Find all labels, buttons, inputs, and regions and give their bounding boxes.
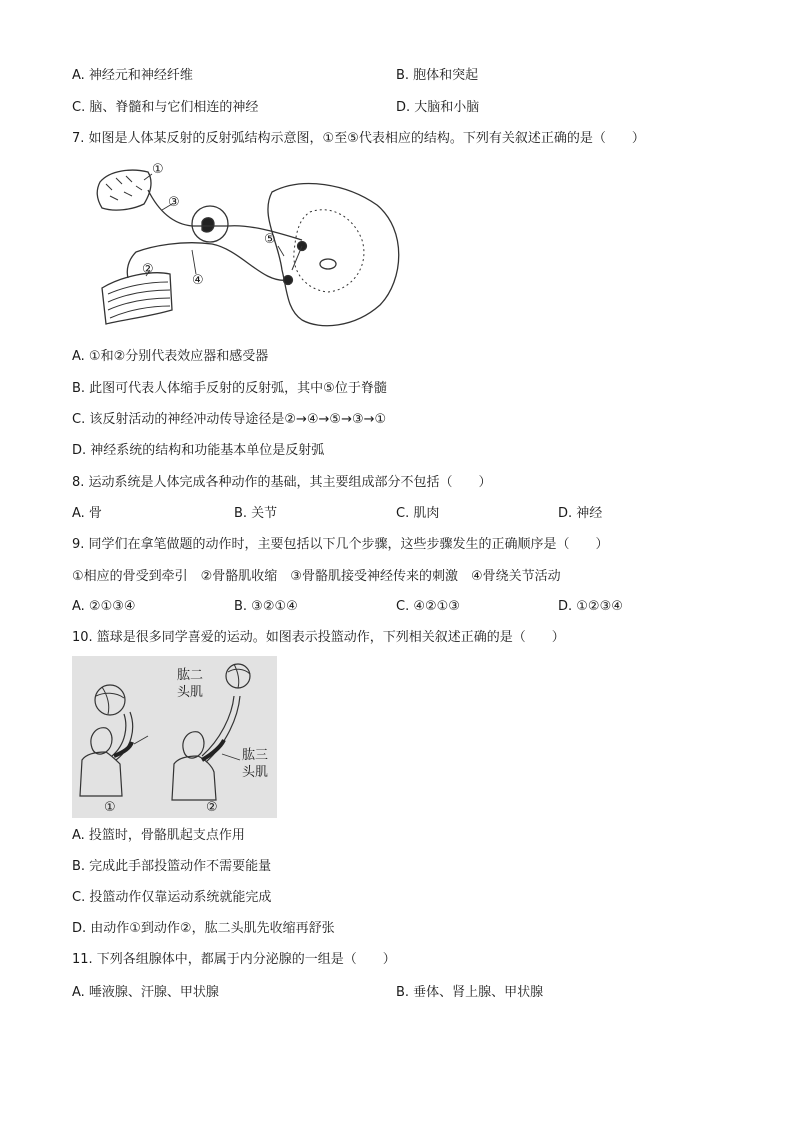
- q7-option-b: B. 此图可代表人体缩手反射的反射弧，其中⑤位于脊髓: [72, 381, 387, 396]
- q9-stem: 9. 同学们在拿笔做题的动作时，主要包括以下几个步骤，这些步骤发生的正确顺序是（ ）: [72, 537, 609, 552]
- q7-option-c: C. 该反射活动的神经冲动传导途径是②→④→⑤→③→①: [72, 412, 387, 427]
- q7-stem: 7. 如图是人体某反射的反射弧结构示意图，①至⑤代表相应的结构。下列有关叙述正确的是（ ）: [72, 131, 645, 146]
- figure-label-3: ③: [168, 195, 180, 210]
- q8-option-d: D. 神经: [558, 506, 603, 521]
- q6-option-a: A. 神经元和神经纤维: [72, 68, 193, 83]
- figure-label-5: ⑤: [264, 232, 276, 247]
- q6-option-b: B. 胞体和突起: [396, 68, 479, 83]
- reflex-arc-figure: [92, 160, 412, 335]
- q10-option-b: B. 完成此手部投篮动作不需要能量: [72, 859, 272, 874]
- q9-option-b: B. ③②①④: [234, 599, 298, 614]
- q11-option-a: A. 唾液腺、汗腺、甲状腺: [72, 985, 219, 1000]
- q7-option-a: A. ①和②分别代表效应器和感受器: [72, 349, 269, 364]
- label-action-1: ①: [104, 800, 116, 815]
- q7-option-d: D. 神经系统的结构和功能基本单位是反射弧: [72, 443, 325, 458]
- q8-option-a: A. 骨: [72, 506, 102, 521]
- q8-stem: 8. 运动系统是人体完成各种动作的基础，其主要组成部分不包括（ ）: [72, 475, 492, 490]
- figure-label-2: ②: [142, 262, 154, 277]
- q8-option-c: C. 肌肉: [396, 506, 440, 521]
- label-triceps-line2: 头肌: [242, 765, 269, 780]
- figure-label-1: ①: [152, 162, 164, 177]
- q10-option-a: A. 投篮时，骨骼肌起支点作用: [72, 828, 245, 843]
- label-biceps-line1: 肱二: [177, 668, 204, 683]
- q9-option-a: A. ②①③④: [72, 599, 136, 614]
- label-action-2: ②: [206, 800, 218, 815]
- q11-stem: 11. 下列各组腺体中，都属于内分泌腺的一组是（ ）: [72, 952, 396, 967]
- q9-option-d: D. ①②③④: [558, 599, 623, 614]
- basketball-shot-figure: [72, 656, 277, 818]
- label-biceps-line2: 头肌: [177, 685, 204, 700]
- q10-option-c: C. 投篮动作仅靠运动系统就能完成: [72, 890, 272, 905]
- q9-option-c: C. ④②①③: [396, 599, 460, 614]
- q11-option-b: B. 垂体、肾上腺、甲状腺: [396, 985, 544, 1000]
- q9-steps: ①相应的骨受到牵引 ②骨骼肌收缩 ③骨骼肌接受神经传来的刺激 ④骨绕关节活动: [72, 569, 561, 584]
- q6-option-d: D. 大脑和小脑: [396, 100, 480, 115]
- q8-option-b: B. 关节: [234, 506, 278, 521]
- q10-stem: 10. 篮球是很多同学喜爱的运动。如图表示投篮动作，下列相关叙述正确的是（ ）: [72, 630, 565, 645]
- figure-label-4: ④: [192, 273, 204, 288]
- q10-option-d: D. 由动作①到动作②，肱二头肌先收缩再舒张: [72, 921, 335, 936]
- q6-option-c: C. 脑、脊髓和与它们相连的神经: [72, 100, 259, 115]
- label-triceps-line1: 肱三: [242, 748, 269, 763]
